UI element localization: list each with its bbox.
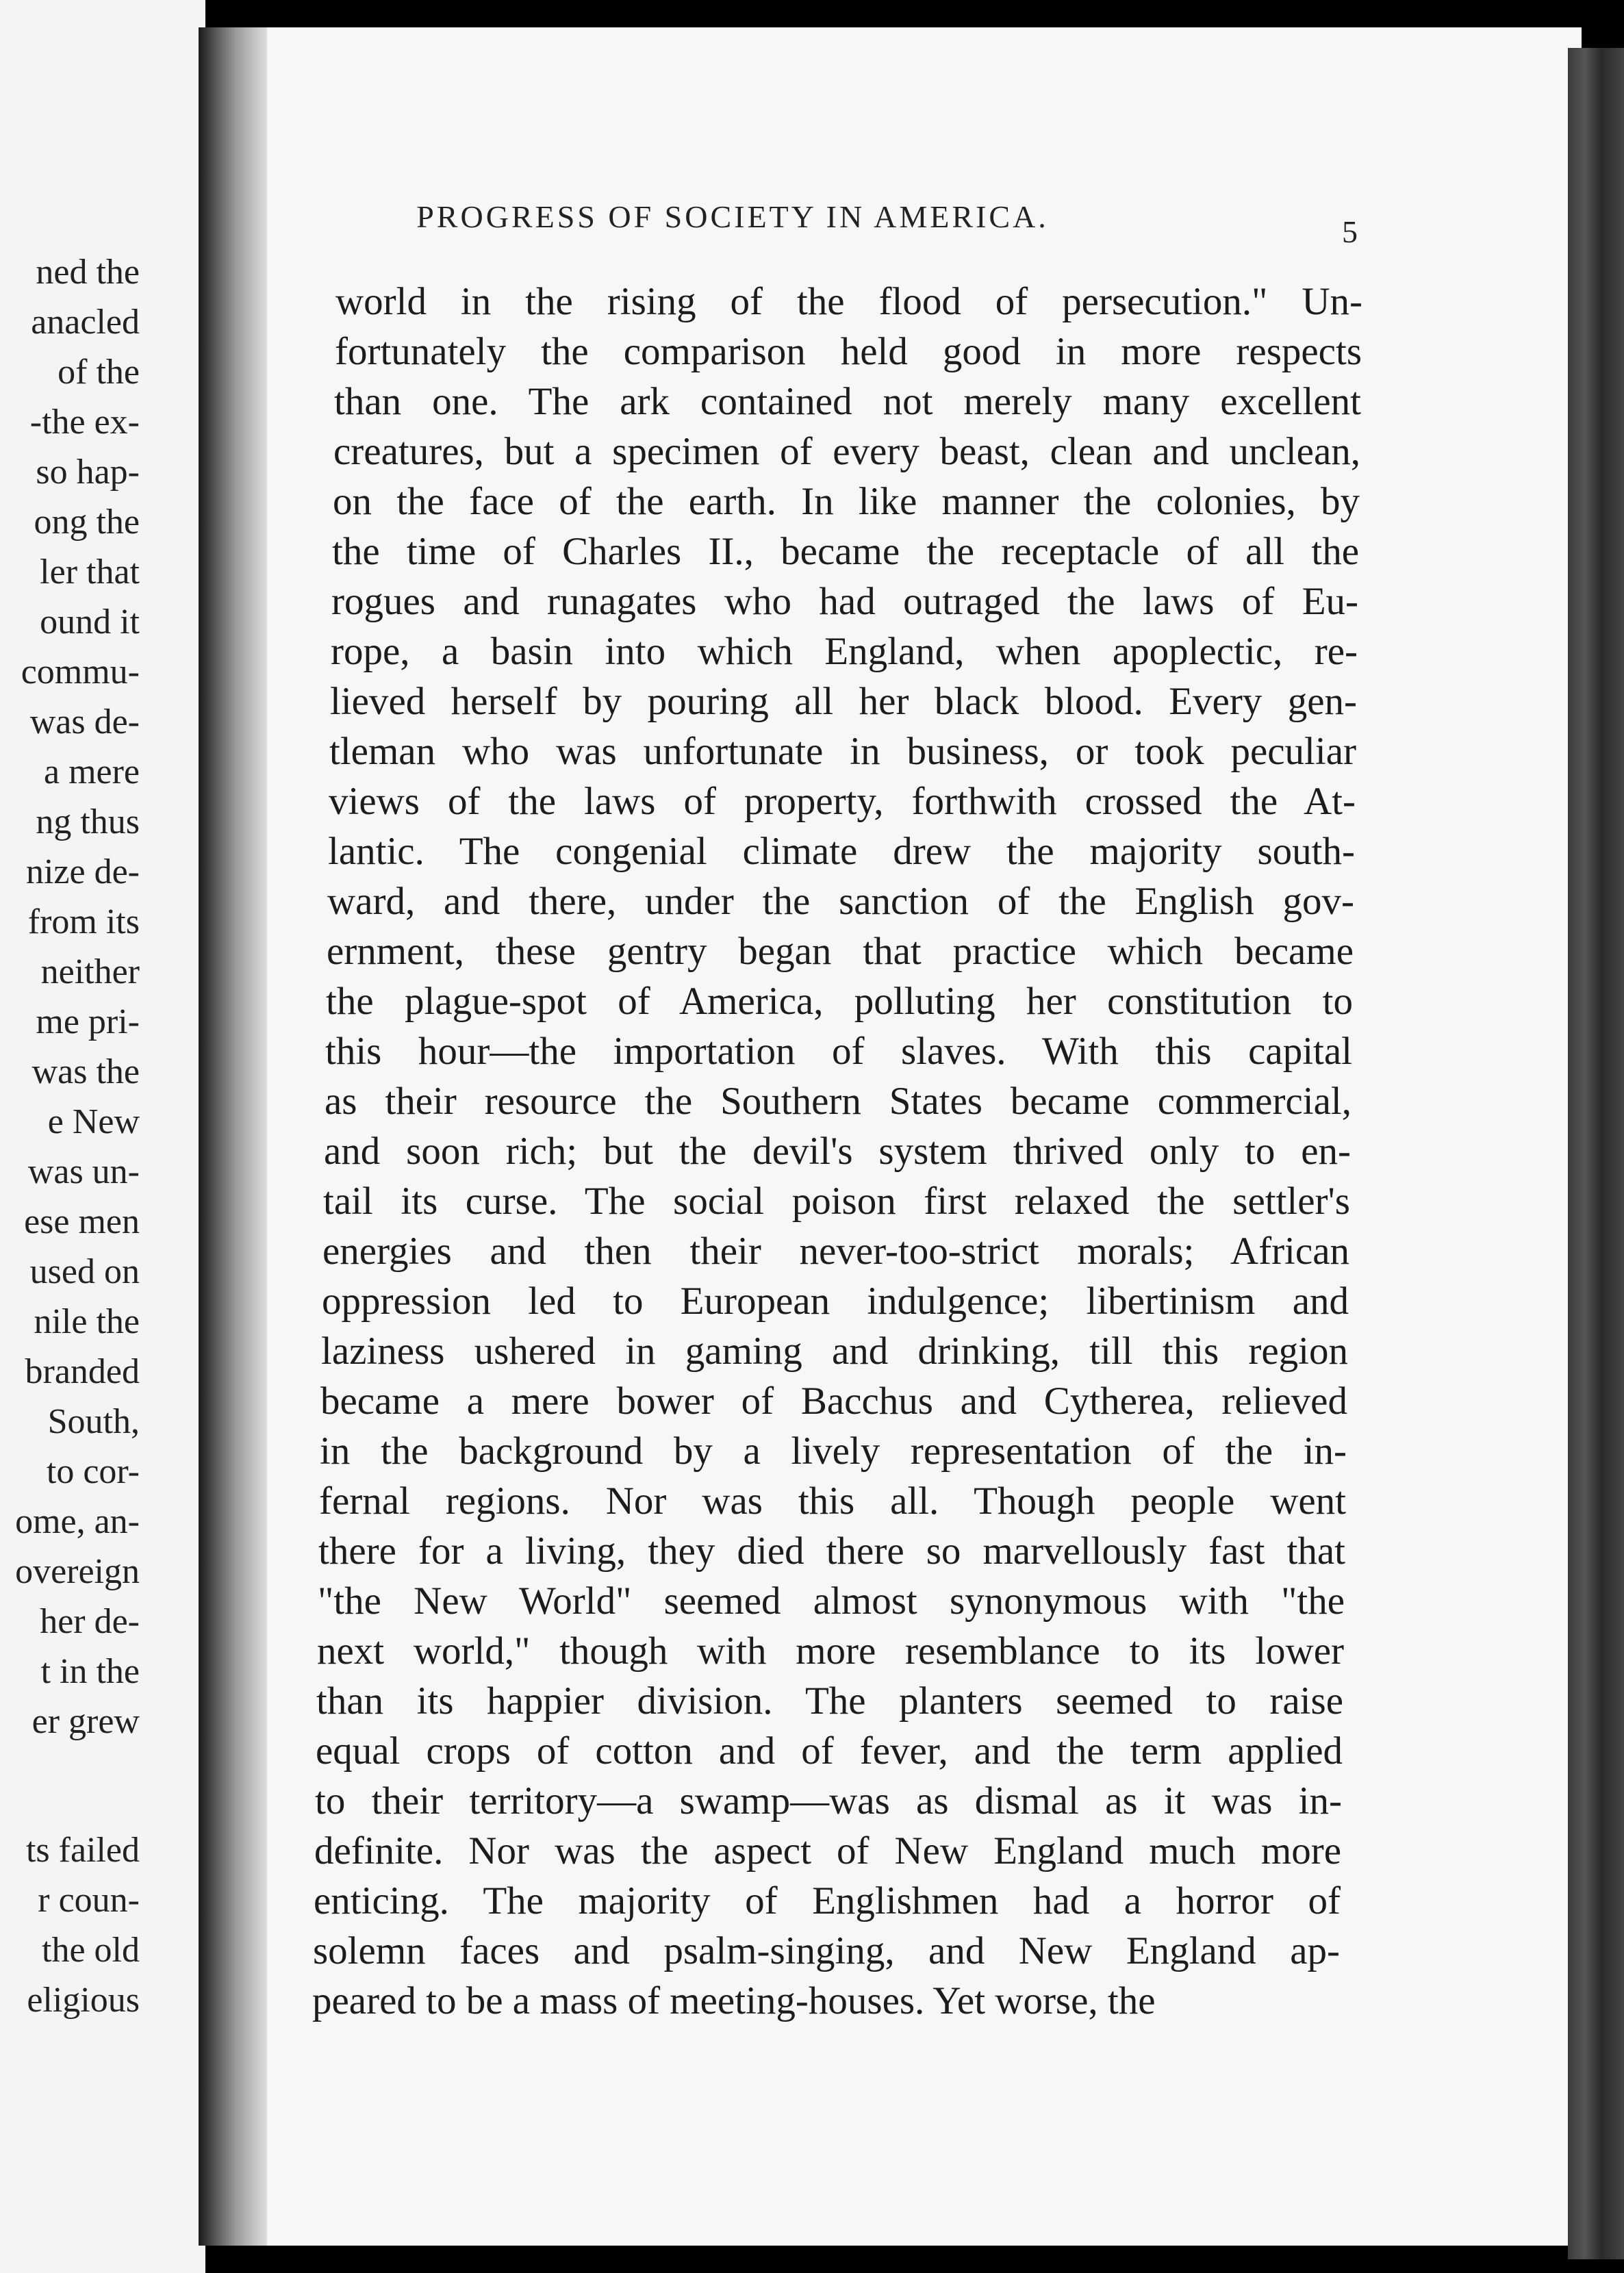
text-line: fortunately the comparison held good in more respects	[335, 330, 1362, 373]
text-line: definite. Nor was the aspect of New England much more	[314, 1829, 1341, 1872]
left-page-line: a mere	[43, 752, 140, 791]
left-page-line: so hap-	[36, 453, 140, 492]
text-line: in the background by a lively representation of the in-	[320, 1430, 1347, 1473]
text-line: peared to be a mass of meeting-houses. Yet worse, the	[312, 1979, 1156, 2022]
text-line: rope, a basin into which England, when apoplectic, re-	[331, 630, 1358, 673]
left-page-line: ler that	[40, 553, 140, 592]
left-page-line: her de-	[40, 1602, 140, 1641]
text-line: this hour—the importation of slaves. With this capital	[325, 1030, 1352, 1073]
left-page-line: ng thus	[36, 802, 140, 841]
left-page-line: ong the	[34, 503, 140, 542]
text-line: lantic. The congenial climate drew the majority south-	[328, 830, 1355, 873]
left-page-line: r coun-	[38, 1881, 140, 1920]
text-line: the time of Charles II., became the receptacle of all the	[332, 530, 1359, 573]
text-line: than its happier division. The planters seemed to raise	[316, 1679, 1343, 1723]
left-page-line: South,	[47, 1402, 140, 1441]
text-line: creatures, but a specimen of every beast, clean and unclean,	[333, 430, 1360, 473]
text-line: rogues and runagates who had outraged the laws of Eu-	[331, 580, 1358, 623]
left-page-line: neither	[40, 952, 140, 991]
left-page-line: e New	[47, 1102, 140, 1141]
left-page-line: branded	[25, 1352, 140, 1391]
left-page-line: commu-	[21, 652, 140, 691]
left-page-line: nile the	[34, 1302, 140, 1341]
left-page-line: ese men	[24, 1202, 140, 1241]
text-line: solemn faces and psalm-singing, and New England ap-	[313, 1929, 1340, 1972]
left-page-line: was de-	[29, 702, 140, 741]
text-line: world in the rising of the flood of persecution." Un-	[335, 280, 1362, 323]
left-page-line: ound it	[40, 602, 140, 642]
left-page-line: nize de-	[25, 852, 140, 891]
text-line: tleman who was unfortunate in business, or took peculiar	[329, 730, 1356, 773]
text-line: as their resource the Southern States became commercial,	[325, 1080, 1352, 1123]
left-page-line: ome, an-	[15, 1502, 140, 1541]
left-page-line: used on	[29, 1252, 140, 1291]
left-page-line: the old	[42, 1931, 140, 1970]
text-line: next world," though with more resemblance to its lower	[317, 1629, 1344, 1673]
left-page-line: overeign	[15, 1552, 140, 1591]
text-line: to their territory—a swamp—was as dismal as it was in-	[315, 1779, 1342, 1823]
left-page-line: to cor-	[46, 1452, 140, 1491]
text-line: there for a living, they died there so marvellously fast that	[318, 1529, 1345, 1573]
text-line: enticing. The majority of Englishmen had a horror of	[314, 1879, 1341, 1922]
left-page-line: from its	[27, 902, 140, 941]
text-line: tail its curse. The social poison first relaxed the settler's	[323, 1180, 1350, 1223]
text-line: ernment, these gentry began that practice which became	[327, 930, 1354, 973]
left-page-line: er grew	[31, 1702, 140, 1741]
text-line: energies and then their never-too-strict morals; African	[322, 1230, 1349, 1273]
left-page	[0, 0, 205, 2273]
text-line: ward, and there, under the sanction of the English gov-	[327, 880, 1354, 923]
left-page-line: eligious	[27, 1981, 140, 2020]
text-line: became a mere bower of Bacchus and Cytherea, relieved	[320, 1380, 1347, 1423]
text-line: on the face of the earth. In like manner the colonies, by	[333, 480, 1360, 523]
text-line: than one. The ark contained not merely many excellent	[334, 380, 1361, 423]
running-header: PROGRESS OF SOCIETY IN AMERICA.	[416, 199, 1049, 234]
cover-edge	[1568, 48, 1624, 2259]
left-page-line: was the	[31, 1052, 140, 1091]
page-number: 5	[1342, 214, 1358, 249]
left-page-line: -the ex-	[29, 403, 140, 442]
text-line: lieved herself by pouring all her black blood. Every gen-	[330, 680, 1357, 723]
text-line: fernal regions. Nor was this all. Though people went	[319, 1480, 1346, 1523]
left-page-line: me pri-	[36, 1002, 140, 1041]
text-line: the plague-spot of America, polluting her constitution to	[326, 980, 1353, 1023]
text-line: views of the laws of property, forthwith crossed the At-	[329, 780, 1356, 823]
left-page-line: was un-	[27, 1152, 140, 1191]
left-page-line: t in the	[40, 1652, 140, 1691]
left-page-line: ts failed	[25, 1831, 140, 1870]
text-line: oppression led to European indulgence; libertinism and	[322, 1280, 1349, 1323]
text-line: "the New World" seemed almost synonymous with "the	[318, 1579, 1345, 1623]
text-line: and soon rich; but the devil's system thrived only to en-	[324, 1130, 1351, 1173]
left-page-line: ned the	[36, 253, 140, 292]
left-page-line: anacled	[31, 303, 140, 342]
left-page-line: of the	[58, 353, 140, 392]
text-line: laziness ushered in gaming and drinking, till this region	[321, 1330, 1348, 1373]
text-line: equal crops of cotton and of fever, and the term applied	[316, 1729, 1343, 1773]
